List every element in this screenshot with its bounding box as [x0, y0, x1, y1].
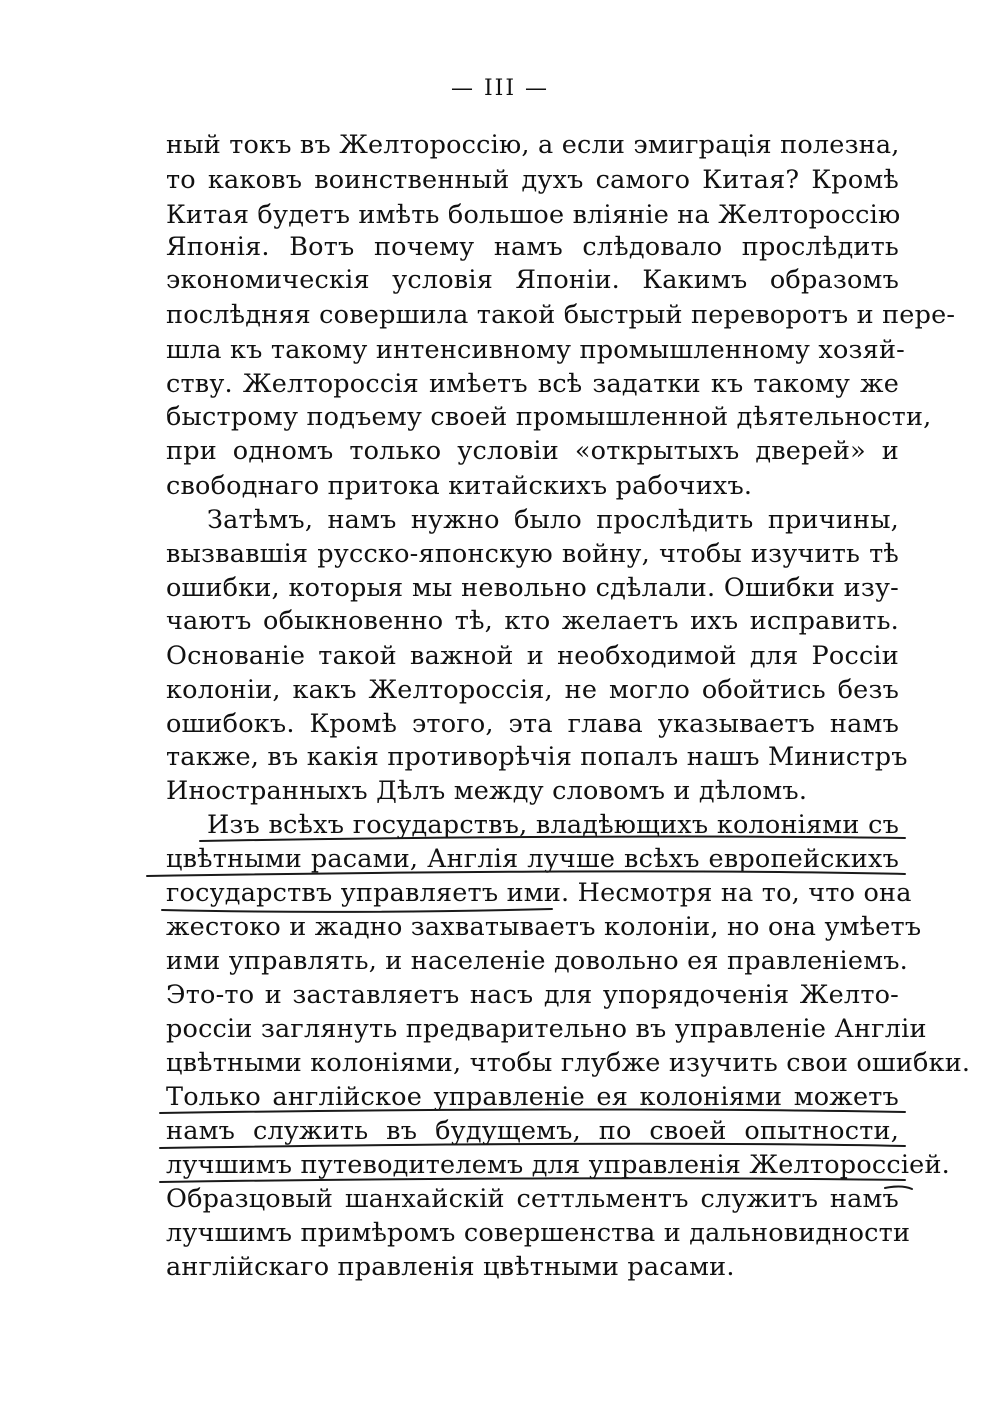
text-line: при одномъ только условіи «открытыхъ дверей» и	[166, 436, 899, 466]
text-line: ству. Желтороссія имѣетъ всѣ задатки къ такому же	[166, 369, 899, 399]
text-line: россіи заглянуть предварительно въ управленіе Англіи	[166, 1014, 927, 1044]
text-line: Затѣмъ, намъ нужно было прослѣдить причины,	[207, 505, 899, 535]
text-line: намъ служить въ будущемъ, по своей опытности,	[166, 1116, 899, 1146]
text-line: лучшимъ путеводителемъ для управленія Желтороссіей.	[166, 1150, 950, 1180]
text-line: послѣдняя совершила такой быстрый переворотъ и пере-	[166, 300, 956, 330]
text-line: Образцовый шанхайскій сеттльментъ служитъ намъ	[166, 1184, 899, 1214]
text-line: быстрому подъему своей промышленной дѣятельности,	[166, 402, 932, 432]
text-line: также, въ какія противорѣчія попалъ нашъ Министръ	[166, 742, 908, 772]
page-number: — III —	[450, 76, 550, 101]
text-line: ошибки, которыя мы невольно сдѣлали. Ошибки изу-	[166, 573, 899, 603]
text-line: вызвавшія русско-японскую войну, чтобы изучить тѣ	[166, 539, 899, 569]
text-line: Изъ всѣхъ государствъ, владѣющихъ колоніями съ	[207, 810, 899, 840]
text-line: свободнаго притока китайскихъ рабочихъ.	[166, 471, 753, 501]
text-line: лучшимъ примѣромъ совершенства и дальновидности	[166, 1218, 911, 1248]
text-line: цвѣтными расами, Англія лучше всѣхъ европейскихъ	[166, 844, 899, 874]
text-line: государствъ управляетъ ими. Несмотря на то, что она	[166, 878, 912, 908]
text-line: чаютъ обыкновенно тѣ, кто желаетъ ихъ исправить.	[166, 606, 899, 636]
text-line: Основаніе такой важной и необходимой для Россіи	[166, 641, 899, 671]
text-line: Только англійское управленіе ея колоніями можетъ	[166, 1082, 899, 1112]
text-line: англійскаго правленія цвѣтными расами.	[166, 1252, 735, 1282]
text-line: Это-то и заставляетъ насъ для упорядоченія Желто-	[166, 980, 899, 1010]
text-line: цвѣтными колоніями, чтобы глубже изучить свои ошибки.	[166, 1048, 971, 1078]
text-line: то каковъ воинственный духъ самого Китая? Кромѣ	[166, 165, 899, 195]
text-line: экономическія условія Японіи. Какимъ образомъ	[166, 265, 899, 295]
text-line: ими управлять, и населеніе довольно ея правленіемъ.	[166, 946, 908, 976]
text-line: ный токъ въ Желтороссію, а если эмиграція полезна,	[166, 130, 900, 160]
text-line: шла къ такому интенсивному промышленному хозяй-	[166, 335, 905, 365]
text-line: ошибокъ. Кромѣ этого, эта глава указываетъ намъ	[166, 709, 899, 739]
text-line: Иностранныхъ Дѣлъ между словомъ и дѣломъ.	[166, 776, 808, 806]
text-line: Японія. Вотъ почему намъ слѣдовало прослѣдить	[166, 232, 899, 262]
text-line: колоніи, какъ Желтороссія, не могло обойтись безъ	[166, 675, 899, 705]
text-line: жестоко и жадно захватываетъ колоніи, но она умѣетъ	[166, 912, 922, 942]
text-line: Китая будетъ имѣть большое вліяніе на Желтороссію	[166, 200, 901, 230]
